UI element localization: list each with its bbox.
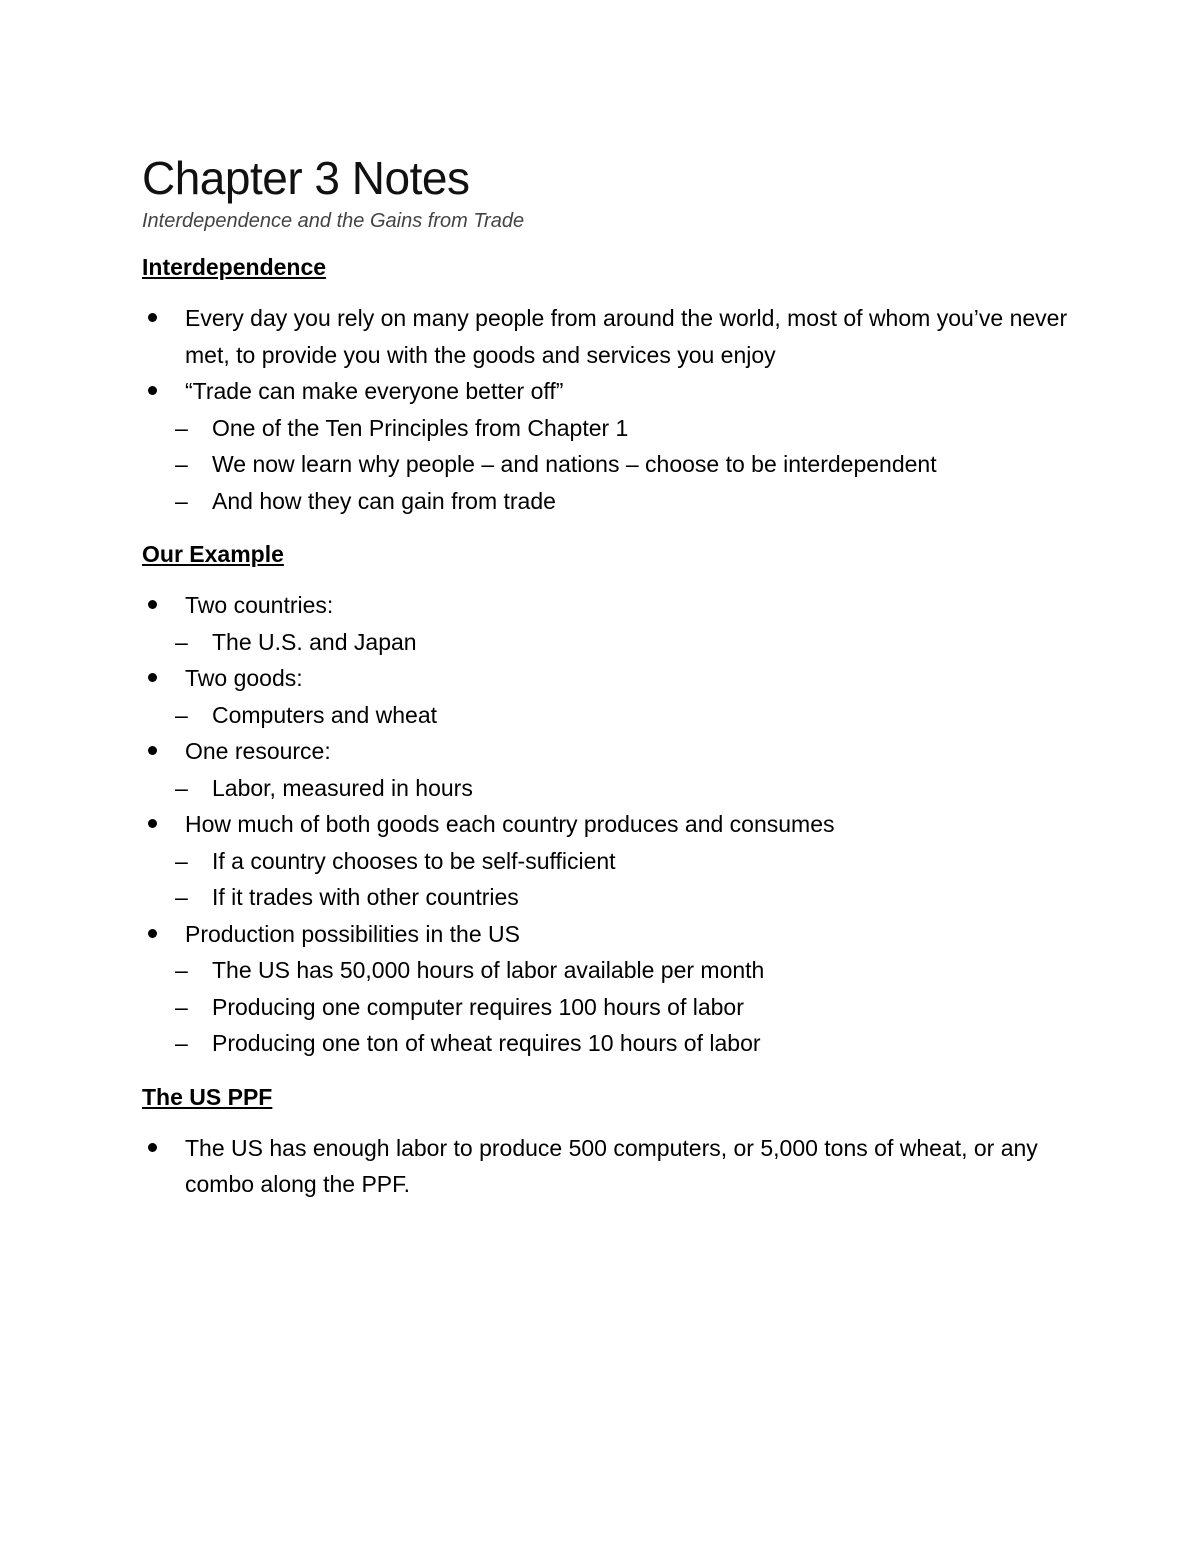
bullet-list: [142, 300, 1072, 519]
sub-bullet-item: [175, 1025, 1072, 1062]
sub-bullet-text: One of the Ten Principles from Chapter 1: [212, 414, 629, 441]
dash-icon: –: [175, 993, 188, 1020]
dash-icon: –: [175, 774, 188, 801]
bullet-text: One resource:: [185, 738, 331, 764]
bullet-item: [142, 1130, 1072, 1203]
sub-bullet-text: The U.S. and Japan: [212, 628, 417, 655]
bullet-list: [142, 587, 1072, 1062]
bullet-item: [142, 916, 1072, 1062]
sub-bullet-text: And how they can gain from trade: [212, 487, 556, 514]
sub-bullet-text: Producing one computer requires 100 hours of labor: [212, 993, 744, 1020]
bullet-text: Two goods:: [185, 665, 303, 691]
dash-icon: –: [175, 1030, 188, 1056]
bullet-text: “Trade can make everyone better off”: [185, 378, 564, 404]
sub-bullet-text: Computers and wheat: [212, 701, 438, 728]
sub-bullet-text: Producing one ton of wheat requires 10 hours of labor: [212, 1030, 761, 1056]
bullet-text: The US has enough labor to produce 500 computers, or 5,000 tons of wheat, or any combo along the PPF.: [185, 1134, 1038, 1197]
dash-icon: –: [175, 701, 188, 728]
document-body: [142, 150, 1072, 1221]
sub-bullet-item: [175, 989, 1072, 1026]
bullet-text: Every day you rely on many people from around the world, most of whom you’ve never met, to provide you with the goods and services you enjoy: [185, 305, 1068, 368]
bullet-dot-icon: [148, 929, 157, 938]
bullet-item: [142, 587, 1072, 660]
dash-icon: –: [175, 884, 188, 910]
sub-bullet-item: [175, 483, 1072, 520]
dash-icon: –: [175, 451, 188, 477]
sub-bullet-list: [175, 410, 1072, 520]
sub-bullet-item: [175, 770, 1072, 807]
sub-bullet-item: [175, 410, 1072, 447]
bullet-dot-icon: [148, 673, 157, 682]
bullet-dot-icon: [148, 1143, 157, 1152]
sections-container: [142, 250, 1072, 1203]
sub-bullet-text: If it trades with other countries: [212, 884, 519, 910]
sub-bullet-text: Labor, measured in hours: [212, 774, 473, 801]
dash-icon: –: [175, 487, 188, 514]
sub-bullet-item: [175, 952, 1072, 989]
bullet-text: Production possibilities in the US: [185, 920, 520, 947]
document-title: Chapter 3 Notes: [142, 152, 470, 204]
sub-bullet-item: [175, 446, 1072, 483]
sub-bullet-text: If a country chooses to be self-sufficient: [212, 847, 616, 874]
sub-bullet-item: [175, 624, 1072, 661]
bullet-dot-icon: [148, 746, 157, 755]
section-heading: Our Example: [142, 541, 284, 567]
bullet-item: [142, 300, 1072, 373]
bullet-text: Two countries:: [185, 592, 334, 618]
bullet-item: [142, 660, 1072, 733]
sub-bullet-text: We now learn why people – and nations – choose to be interdependent: [212, 451, 937, 477]
bullet-dot-icon: [148, 819, 157, 828]
bullet-text: How much of both goods each country produces and consumes: [185, 811, 835, 837]
bullet-list: [142, 1130, 1072, 1203]
sub-bullet-list: [175, 624, 1072, 661]
bullet-item: [142, 373, 1072, 519]
bullet-dot-icon: [148, 600, 157, 609]
sub-bullet-item: [175, 879, 1072, 916]
bullet-dot-icon: [148, 386, 157, 395]
dash-icon: –: [175, 847, 188, 874]
dash-icon: –: [175, 628, 188, 655]
sub-bullet-list: [175, 770, 1072, 807]
sub-bullet-list: [175, 952, 1072, 1062]
sub-bullet-item: [175, 843, 1072, 880]
bullet-item: [142, 733, 1072, 806]
section-heading: Interdependence: [142, 254, 327, 280]
sub-bullet-text: The US has 50,000 hours of labor available per month: [212, 957, 765, 983]
section-heading: The US PPF: [142, 1083, 273, 1110]
sub-bullet-list: [175, 843, 1072, 916]
bullet-dot-icon: [148, 313, 157, 322]
dash-icon: –: [175, 957, 188, 983]
document-subtitle: Interdependence and the Gains from Trade: [142, 210, 525, 232]
bullet-item: [142, 806, 1072, 916]
sub-bullet-item: [175, 697, 1072, 734]
dash-icon: –: [175, 414, 188, 441]
sub-bullet-list: [175, 697, 1072, 734]
